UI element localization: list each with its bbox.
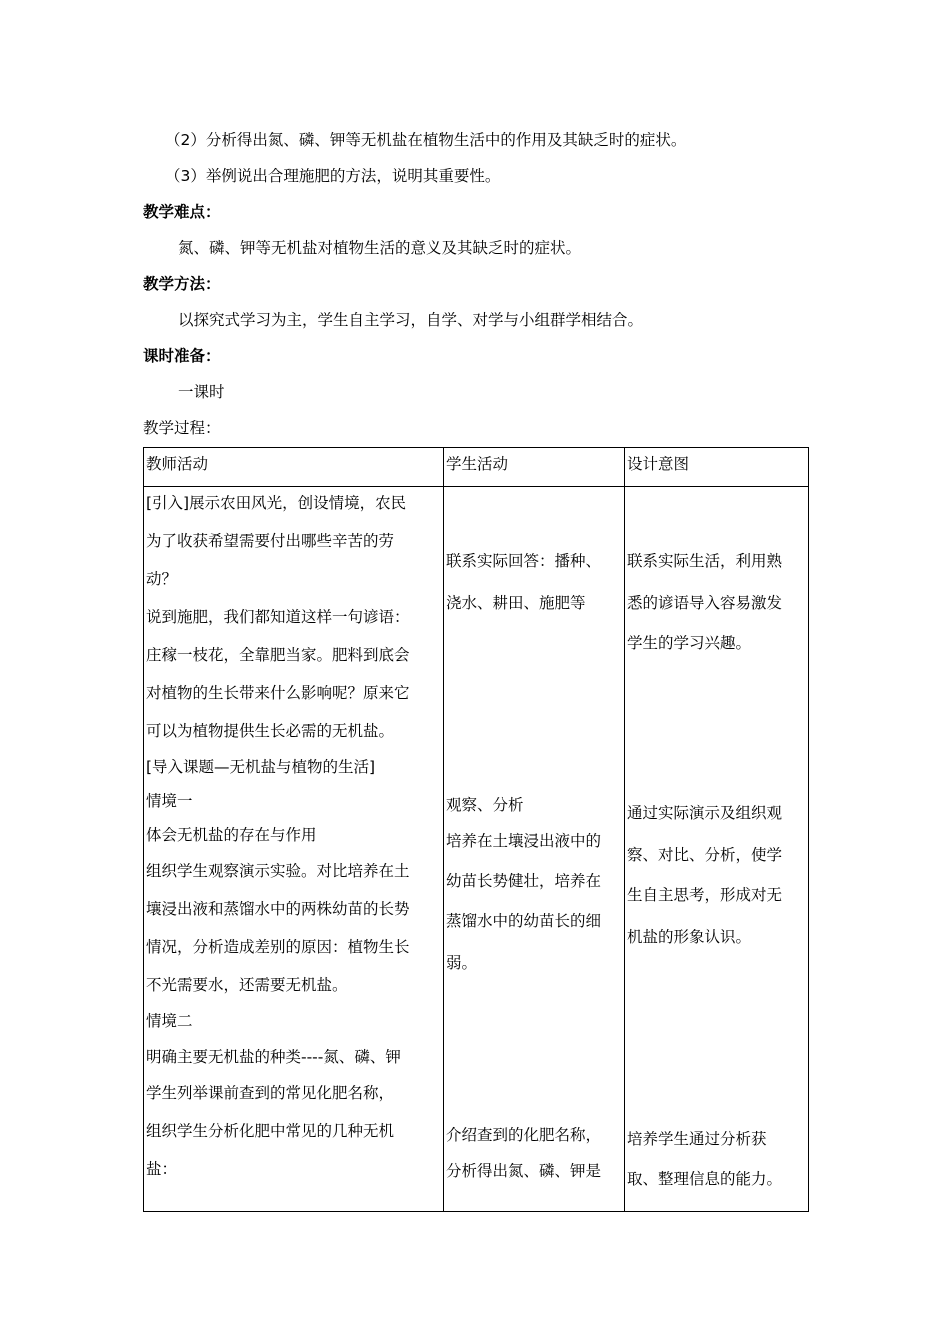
header-student-activity: 学生活动 [444,448,625,487]
student-line: 联系实际回答：播种、 [446,552,602,570]
teacher-line: 体会无机盐的存在与作用 [146,826,317,844]
intent-line: 机盐的形象认识。 [627,928,752,946]
student-line: 弱。 [446,954,478,972]
intent-line: 培养学生通过分析获 [627,1130,767,1148]
intent-line: 悉的谚语导入容易激发 [627,594,783,612]
intent-line: 取、整理信息的能力。 [627,1170,783,1188]
teacher-line: 明确主要无机盐的种类----氮、磷、钾 [146,1048,401,1066]
student-line: 浇水、耕田、施肥等 [446,594,586,612]
teacher-activity-cell [144,487,444,1212]
difficulty-heading: 教学难点： [143,203,221,221]
header-teacher-activity: 教师活动 [144,448,444,487]
table-header-row [144,448,809,487]
teacher-line: 庄稼一枝花，全靠肥当家。肥料到底会 [146,646,410,664]
teacher-line: 情境二 [146,1012,193,1030]
intent-line: 学生的学习兴趣。 [627,634,752,652]
teacher-line: 情境一 [146,792,193,810]
student-line: 培养在土壤浸出液中的 [446,832,602,850]
teacher-line: 不光需要水，还需要无机盐。 [146,976,348,994]
teacher-line: 组织学生观察演示实验。对比培养在土 [146,862,410,880]
intent-line: 通过实际演示及组织观 [627,804,783,822]
method-heading: 教学方法： [143,275,221,293]
teacher-line: 学生列举课前查到的常见化肥名称， [146,1084,395,1102]
student-activity-cell [444,487,625,1212]
student-line: 蒸馏水中的幼苗长的细 [446,912,602,930]
teacher-line: 可以为植物提供生长必需的无机盐。 [146,722,395,740]
teaching-process-table [143,447,809,1212]
intent-line: 察、对比、分析，使学 [627,846,783,864]
intent-line: 联系实际生活，利用熟 [627,552,783,570]
table-row [144,487,809,1212]
intent-line: 生自主思考，形成对无 [627,886,783,904]
teacher-line: 动？ [146,570,178,588]
objective-line-3: （3）举例说出合理施肥的方法，说明其重要性。 [165,167,501,185]
prep-text: 一课时 [178,383,225,401]
teacher-line: 对植物的生长带来什么影响呢？原来它 [146,684,410,702]
student-line: 分析得出氮、磷、钾是 [446,1162,602,1180]
teacher-line: [导入课题—无机盐与植物的生活] [146,758,376,776]
objective-line-2: （2）分析得出氮、磷、钾等无机盐在植物生活中的作用及其缺乏时的症状。 [165,131,687,149]
teacher-line: 盐： [146,1160,178,1178]
student-line: 介绍查到的化肥名称， [446,1126,602,1144]
student-line: 幼苗长势健壮，培养在 [446,872,602,890]
teacher-line: 情况，分析造成差别的原因：植物生长 [146,938,410,956]
teacher-line: 组织学生分析化肥中常见的几种无机 [146,1122,395,1140]
teacher-line: 为了收获希望需要付出哪些辛苦的劳 [146,532,395,550]
difficulty-text: 氮、磷、钾等无机盐对植物生活的意义及其缺乏时的症状。 [178,239,582,257]
header-design-intent: 设计意图 [625,448,809,487]
process-heading: 教学过程： [143,419,221,437]
student-line: 观察、分析 [446,796,524,814]
teacher-line: 壤浸出液和蒸馏水中的两株幼苗的长势 [146,900,410,918]
teacher-line: 说到施肥，我们都知道这样一句谚语： [146,608,410,626]
design-intent-cell [625,487,809,1212]
prep-heading: 课时准备： [143,347,221,365]
teacher-line: [引入]展示农田风光，创设情境，农民 [146,494,407,512]
method-text: 以探究式学习为主，学生自主学习，自学、对学与小组群学相结合。 [178,311,644,329]
